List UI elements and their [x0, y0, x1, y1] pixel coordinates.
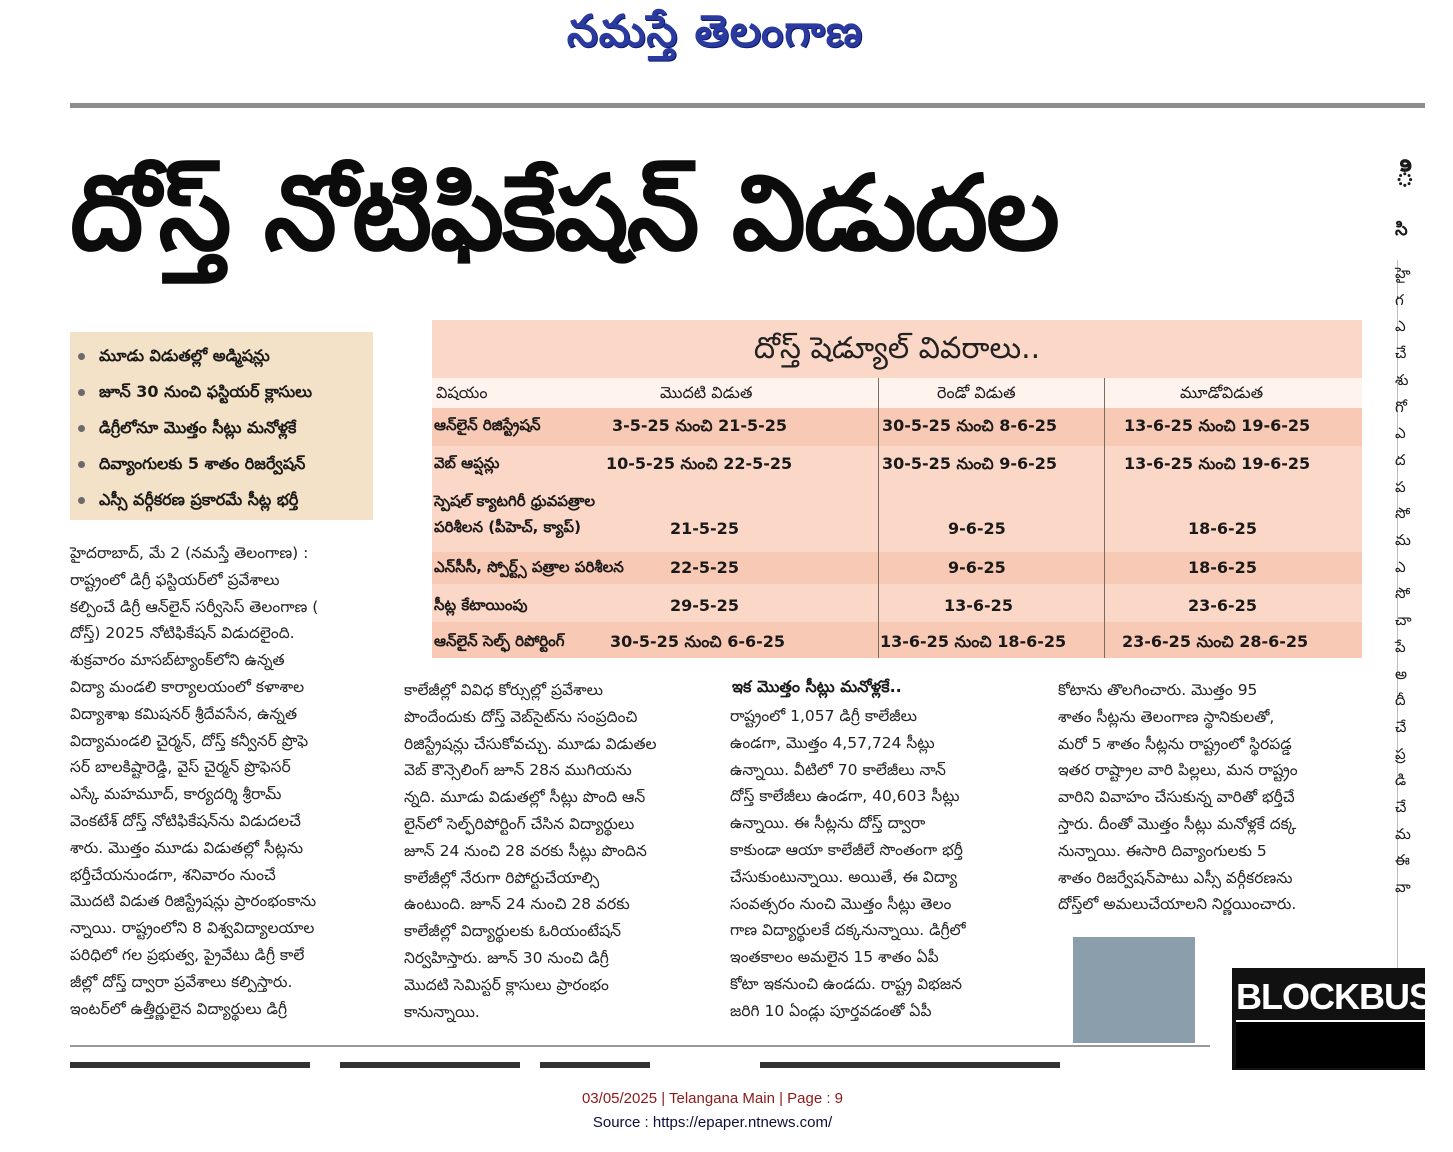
highlight-text: మూడు విడుతల్లో అడ్మిషన్లు	[99, 346, 270, 365]
text-line: విద్యా మండలి కార్యాలయంలో కళాశాల	[70, 677, 305, 696]
highlight-text: జూన్ 30 నుంచి ఫస్టియర్ క్లాసులు	[99, 382, 313, 401]
text-line: చా	[1395, 611, 1412, 630]
text-line: శాతం రిజర్వేషన్‌పాటు ఎస్సీ వర్గీకరణను	[1058, 868, 1293, 887]
adjacent-headline-fragment: ి	[1395, 155, 1415, 195]
header-phase-2: రెండో విడుత	[937, 383, 1016, 402]
row-label: ఎన్‌సీసీ, స్పోర్ట్స్ పత్రాల పరిశీలన	[434, 558, 624, 576]
text-line: జరిగి 10 ఏండ్లు పూర్తవడంతో ఏపీ	[730, 1001, 932, 1020]
text-line: సంవత్సరం నుంచి మొత్తం సీట్లు తెలం	[730, 894, 952, 913]
highlight-item	[78, 346, 270, 369]
text-line: జూన్ 24 నుంచి 28 వరకు సీట్లు పొందిన	[404, 841, 647, 860]
text-line: ఉన్నాయి. వీటిలో 70 కాలేజీలు నాన్	[730, 760, 946, 779]
phase-1-date: 10-5-25 నుంచి 22-5-25	[606, 454, 793, 473]
text-line: సర్ బాలకిష్టారెడ్డి, వైస్ చైర్మన్ ప్రొఫెసర్	[70, 758, 291, 777]
bullet-icon	[78, 425, 85, 432]
text-line: ఎ	[1395, 557, 1406, 576]
text-line: పే	[1395, 637, 1406, 656]
phase-1-date: 29-5-25	[670, 596, 739, 615]
phase-3-date: 18-6-25	[1188, 519, 1257, 538]
text-line: గాణ విద్యార్థులకే దక్కనున్నాయి. డిగ్రీలో	[730, 921, 966, 940]
text-line: ఉంటుంది. జూన్ 24 నుంచి 28 వరకు	[404, 895, 630, 914]
clipped-text-fragment	[70, 1062, 310, 1068]
text-line: వెంకటేశ్ దోస్త్ నోటిఫికేషన్‌ను విడుదలచే	[70, 811, 301, 830]
text-line: కోటాను తొలగించారు. మొత్తం 95	[1058, 681, 1258, 699]
text-line: శాతం సీట్లను తెలంగాణ స్థానికులతో,	[1058, 707, 1275, 726]
text-line: కాలేజీల్లో నేరుగా రిపోర్టుచేయాల్సి	[404, 868, 600, 887]
text-line: హై	[1395, 264, 1411, 282]
text-line: నిర్వహిస్తారు. జూన్ 30 నుంచి డిగ్రీ	[404, 948, 609, 967]
bottom-divider	[70, 1045, 1210, 1047]
phase-2-date: 30-5-25 నుంచి 8-6-25	[882, 416, 1058, 435]
text-line: రిజిస్ట్రేషన్లు చేసుకోవచ్చు. మూడు విడుతల	[404, 734, 657, 753]
text-line: చే	[1395, 344, 1407, 363]
masthead-divider	[70, 103, 1425, 108]
header-phase-3: మూడోవిడుత	[1180, 383, 1264, 402]
highlight-item	[78, 454, 305, 477]
text-line: ప్ర	[1395, 744, 1406, 763]
text-line: చేసుకుంటున్నాయి. అయితే, ఈ విద్యా	[730, 867, 958, 886]
text-line: ఎ	[1395, 424, 1406, 443]
row-label: సీట్ల కేటాయింపు	[434, 596, 528, 614]
text-line: ద	[1395, 450, 1406, 469]
phase-3-date: 18-6-25	[1188, 558, 1257, 577]
text-line: కోటా ఇకనుంచి ఉండదు. రాష్ట్ర విభజన	[730, 974, 963, 993]
next-article-clipped	[70, 1062, 1070, 1072]
row-label: ఆన్‌లైన్ సెల్ఫ్ రిపోర్టింగ్	[434, 632, 565, 650]
text-line: పరిధిలో గల ప్రభుత్వ, ప్రైవేటు డిగ్రీ కాలే	[70, 945, 305, 964]
text-line: వా	[1395, 878, 1411, 897]
text-line: ఇంతకాలం అమలైన 15 శాతం ఏపీ	[730, 948, 939, 967]
column-divider	[1104, 378, 1105, 658]
phase-2-date: 13-6-25 నుంచి 18-6-25	[880, 632, 1067, 651]
text-line: దోస్త్) 2025 నోటిఫికేషన్ విడుదలైంది.	[70, 624, 295, 643]
header-phase-1: మొదటి విడుత	[660, 383, 753, 402]
clipped-text-fragment	[540, 1062, 650, 1068]
text-line: విద్యామండలి చైర్మన్, దోస్త్ కన్వీనర్ ప్రొఫె	[70, 731, 309, 750]
text-line: గో	[1395, 397, 1407, 416]
text-line: న్నది. మూడు విడుతల్లో సీట్లు పొంది ఆన్	[404, 788, 646, 807]
article-column-4	[1058, 677, 1378, 918]
adjacent-text-lines	[1395, 260, 1425, 901]
text-line: కానున్నాయి.	[404, 1002, 480, 1021]
highlight-item	[78, 490, 298, 513]
row-label: ఆన్‌లైన్ రిజిస్ట్రేషన్	[434, 416, 541, 434]
column-subheading: ఇక మొత్తం సీట్లు మనోళ్లకే..	[732, 677, 902, 696]
text-line: చే	[1395, 798, 1407, 817]
highlight-item	[78, 418, 296, 441]
phase-2-date: 9-6-25	[948, 558, 1006, 577]
text-line: జీల్లో దోస్త్ ద్వారా ప్రవేశాలు కల్పిస్తారు.	[70, 972, 293, 991]
masthead	[0, 0, 1425, 100]
adjacent-subhead-fragment: సి	[1395, 219, 1408, 240]
text-line: ఎస్కే మహమూద్, కార్యదర్శి శ్రీరామ్	[70, 785, 282, 804]
text-line: కాలేజీల్లో వివిధ కోర్సుల్లో ప్రవేశాలు	[404, 681, 604, 699]
text-line: గ	[1395, 290, 1404, 309]
ad-text: BLOCKBUST	[1236, 976, 1453, 1017]
text-line: శారు. మొత్తం మూడు విడుతల్లో సీట్లను	[70, 838, 304, 857]
highlight-text: దివ్యాంగులకు 5 శాతం రిజర్వేషన్	[99, 454, 306, 473]
bullet-icon	[78, 461, 85, 468]
phase-3-date: 13-6-25 నుంచి 19-6-25	[1124, 454, 1311, 473]
text-line: కల్పించే డిగ్రీ ఆన్‌లైన్ సర్వీసెస్ తెలంగాణ (	[70, 597, 319, 616]
phase-1-date: 30-5-25 నుంచి 6-6-25	[610, 632, 786, 651]
footer-source-line: Source : https://epaper.ntnews.com/	[592, 1114, 833, 1131]
text-line: సో	[1395, 504, 1411, 523]
bullet-icon	[78, 389, 85, 396]
highlight-text: ఎస్సీ వర్గీకరణ ప్రకారమే సీట్ల భర్తీ	[99, 490, 299, 509]
text-line: ప	[1395, 477, 1406, 496]
highlight-item	[78, 382, 312, 405]
ad-image-area	[1236, 1020, 1425, 1068]
text-line: మ	[1395, 824, 1411, 843]
highlight-text: డిగ్రీలోనూ మొత్తం సీట్లు మనోళ్లకే	[99, 418, 297, 437]
footer-date-line: 03/05/2025 | Telangana Main | Page : 9	[581, 1090, 844, 1107]
phase-2-date: 30-5-25 నుంచి 9-6-25	[882, 454, 1058, 473]
advertisement[interactable]	[1232, 968, 1453, 1070]
schedule-title: దోస్త్ షెడ్యూల్ వివరాలు..	[753, 331, 1041, 366]
text-line: కాలేజీల్లో విద్యార్థులకు ఓరియంటేషన్	[404, 922, 622, 941]
text-line: దీ	[1395, 691, 1406, 710]
text-line: డి	[1395, 771, 1407, 790]
text-line: పొందేందుకు దోస్త్ వెబ్‌సైట్‌ను సంప్రదించి	[404, 707, 638, 726]
photo-placeholder	[1073, 937, 1195, 1043]
row-label: వెబ్ ఆప్షన్లు	[434, 454, 500, 472]
text-line: నున్నాయి. ఈసారి దివ్యాంగులకు 5	[1058, 841, 1267, 860]
adjacent-article-clipped	[1395, 150, 1425, 970]
article-column-2	[404, 677, 714, 1025]
article-column-3	[730, 703, 1050, 1025]
text-line: శుక్రవారం మాసబ్‌ట్యాంక్‌లోని ఉన్నత	[70, 651, 285, 670]
text-line: మొదటి సెమిస్టర్ క్లాసులు ప్రారంభం	[404, 975, 609, 994]
text-line: భర్తీచేయనుండగా, శనివారం నుంచే	[70, 865, 276, 884]
text-line: విద్యాశాఖ కమిషనర్ శ్రీదేవసేన, ఉన్నత	[70, 704, 298, 723]
clipped-text-fragment	[340, 1062, 520, 1068]
bullet-icon	[78, 497, 85, 504]
phase-3-date: 23-6-25 నుంచి 28-6-25	[1122, 632, 1309, 651]
text-line: రాష్ట్రంలో డిగ్రీ ఫస్టియర్‌లో ప్రవేశాలు	[70, 570, 280, 589]
text-line: హైదరాబాద్, మే 2 (నమస్తే తెలంగాణ) :	[70, 544, 309, 562]
phase-2-date: 9-6-25	[948, 519, 1006, 538]
text-line: ఉండగా, మొత్తం 4,57,724 సీట్లు	[730, 733, 935, 752]
text-line: స్తారు. దీంతో మొత్తం సీట్లు మనోళ్లకే దక్క	[1058, 814, 1297, 833]
text-line: న్నాయి. రాష్ట్రంలోని 8 విశ్వవిద్యాలయాల	[70, 919, 315, 938]
highlights-box	[70, 332, 373, 520]
phase-3-date: 13-6-25 నుంచి 19-6-25	[1124, 416, 1311, 435]
phase-3-date: 23-6-25	[1188, 596, 1257, 615]
article-column-1	[70, 540, 390, 1022]
text-line: లైన్‌లో సెల్ఫ్‌రిపోర్టింగ్ చేసిన విద్యార్థులు	[404, 814, 635, 833]
bullet-icon	[78, 353, 85, 360]
headline: దోస్త్ నోటిఫికేషన్ విడుదల	[70, 152, 1058, 274]
column-divider	[878, 378, 879, 658]
text-line: మ	[1395, 531, 1411, 550]
text-line: ఇతర రాష్ట్రాల వారి పిల్లలు, మన రాష్ట్రం	[1058, 761, 1298, 780]
text-line: దోస్త్‌లో అమలుచేయాలని నిర్ణయించారు.	[1058, 895, 1297, 914]
text-line: కాకుండా ఆయా కాలేజీలే సొంతంగా భర్తీ	[730, 840, 963, 859]
clipped-text-fragment	[760, 1062, 1060, 1068]
text-line: మొదటి విడుత రిజిస్ట్రేషన్లు ప్రారంభంకాను	[70, 892, 317, 911]
phase-1-date: 21-5-25	[670, 519, 739, 538]
phase-2-date: 13-6-25	[944, 596, 1013, 615]
row-label-line-2: పరిశీలన (పీహెచ్, క్యాప్)	[434, 518, 581, 536]
text-line: ఉన్నాయి. ఈ సీట్లను దోస్త్ ద్వారా	[730, 814, 926, 833]
text-line: సో	[1395, 584, 1411, 603]
schedule-header-row	[432, 378, 1362, 408]
text-line: వారిని వివాహం చేసుకున్న వారితో భర్తీచే	[1058, 788, 1295, 807]
newspaper-logo: నమస్తే తెలంగాణ	[566, 6, 864, 57]
row-label: స్పెషల్ క్యాటగిరీ ధ్రువపత్రాల	[434, 492, 595, 510]
text-line: మరో 5 శాతం సీట్లను రాష్ట్రంలో స్థిరపడ్డ	[1058, 734, 1292, 753]
text-line: అ	[1395, 664, 1408, 683]
text-line: దోస్త్ కాలేజీలు ఉండగా, 40,603 సీట్లు	[730, 787, 960, 806]
text-line: శు	[1395, 370, 1409, 389]
text-line: వెబ్ కౌన్సెలింగ్ జూన్ 28న ముగియను	[404, 761, 632, 780]
header-subject: విషయం	[436, 383, 488, 402]
text-line: చే	[1395, 717, 1407, 736]
phase-1-date: 3-5-25 నుంచి 21-5-25	[612, 416, 788, 435]
text-line: ఎ	[1395, 317, 1406, 336]
phase-1-date: 22-5-25	[670, 558, 739, 577]
text-line: రాష్ట్రంలో 1,057 డిగ్రీ కాలేజీలు	[730, 707, 917, 725]
text-line: ఇంటర్‌లో ఉత్తీర్ణులైన విద్యార్థులు డిగ్రీ	[70, 999, 287, 1018]
text-line: ఈ	[1395, 851, 1410, 870]
schedule-table	[432, 320, 1362, 658]
